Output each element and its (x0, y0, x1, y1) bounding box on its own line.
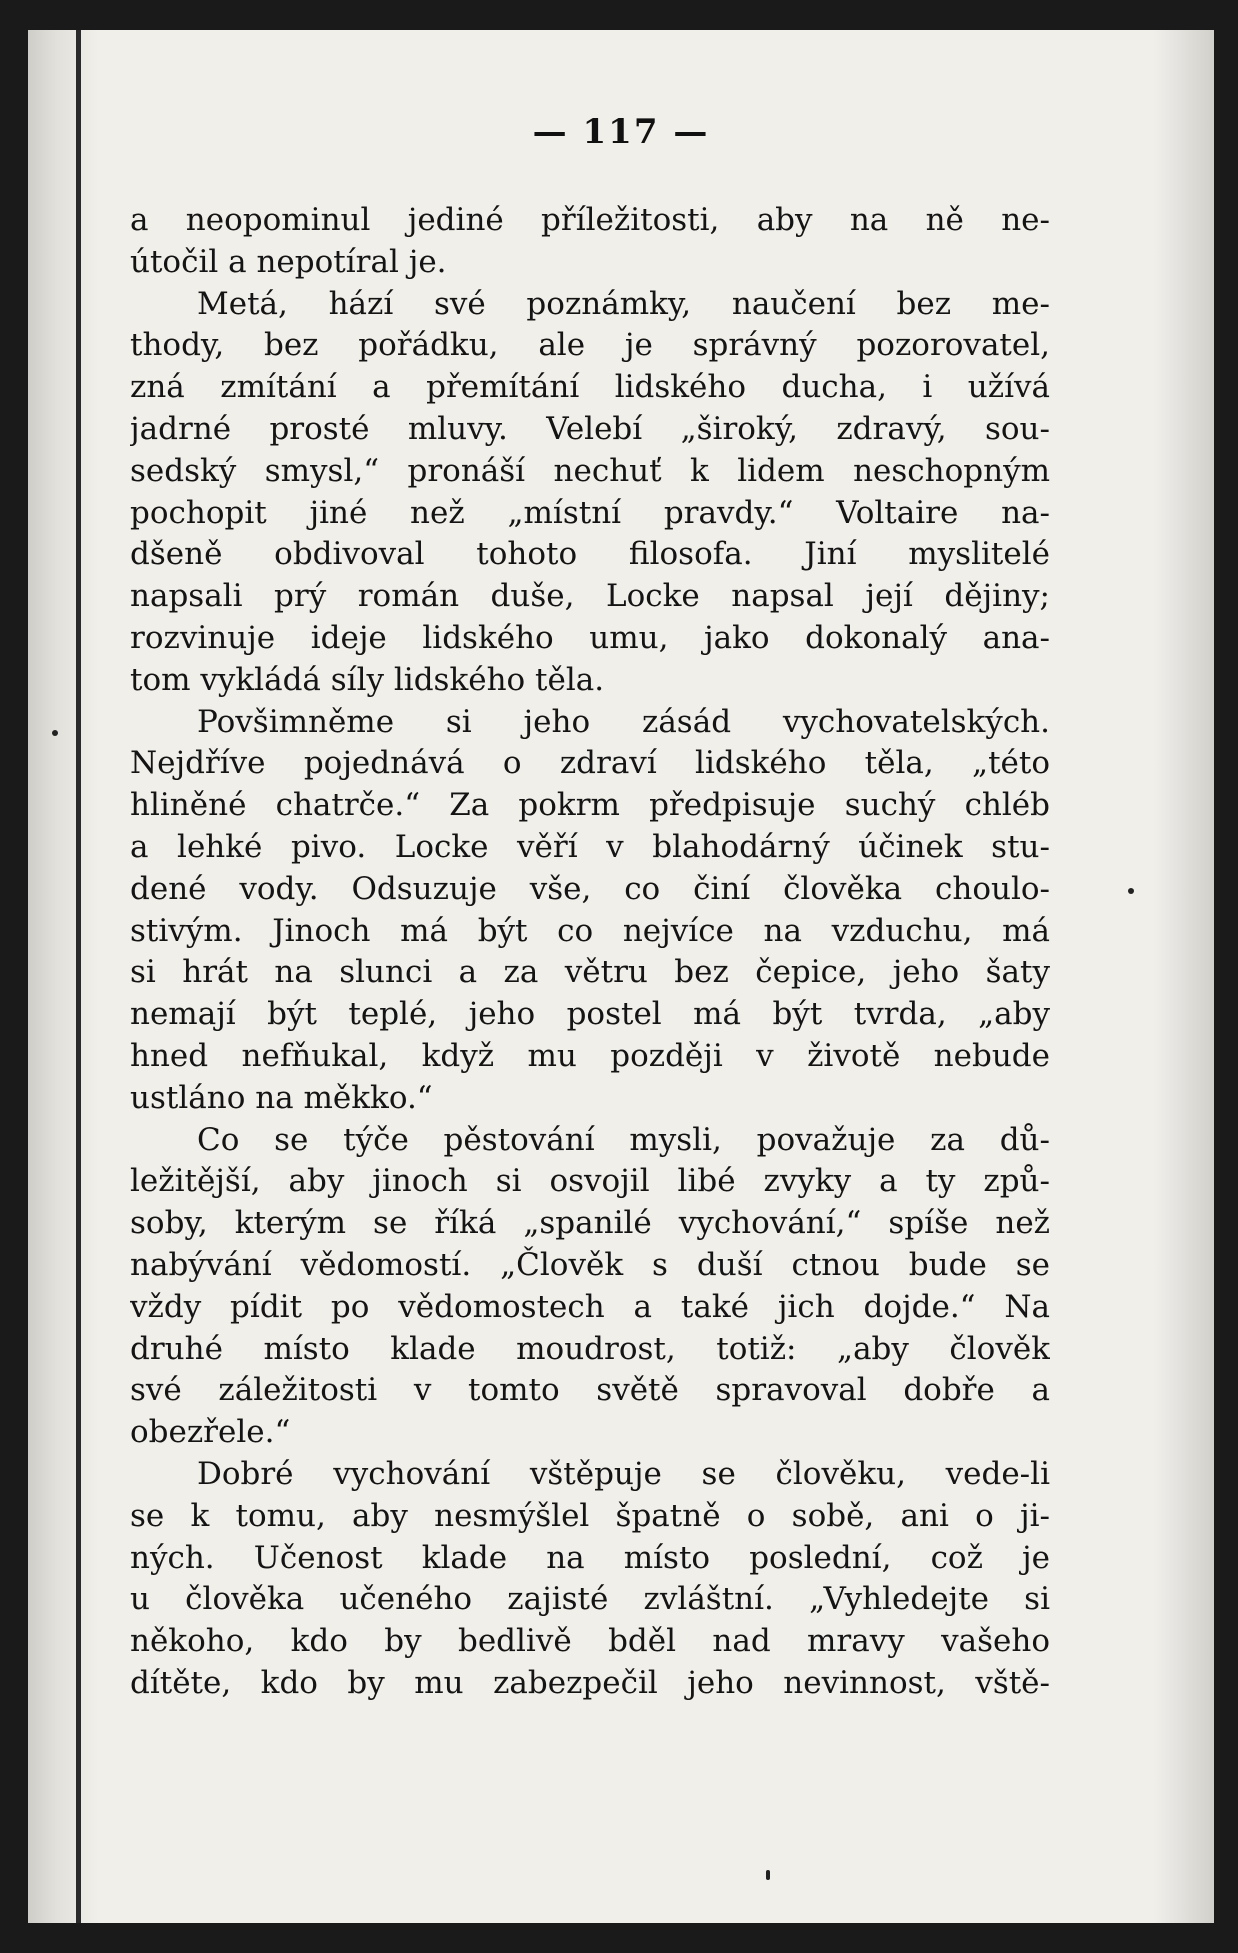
text-line: hned nefňukal, když mu později v životě nebude (130, 1037, 1050, 1074)
text-line: dšeně obdivoval tohoto filosofa. Jiní myslitelé (130, 536, 1050, 573)
text-line: nemají být teplé, jeho postel má být tvrda, „aby (130, 996, 1050, 1033)
gutter-line (76, 30, 81, 1923)
text-line: Nejdříve pojednává o zdraví lidského těla, „této (130, 745, 1050, 782)
text-line: dené vody. Odsuzuje vše, co činí člověka choulo- (130, 870, 1050, 907)
text-line: vždy pídit po vědomostech a také jich dojde.“ Na (130, 1288, 1050, 1325)
text-line: Metá, hází své poznámky, naučení bez me- (197, 285, 1050, 322)
text-line: se k tomu, aby nesmýšlel špatně o sobě, ani o ji- (130, 1497, 1050, 1534)
text-line: hliněné chatrče.“ Za pokrm předpisuje suchý chléb (130, 787, 1050, 824)
text-line: rozvinuje ideje lidského umu, jako dokonalý ana- (130, 619, 1050, 656)
text-line: thody, bez pořádku, ale je správný pozorovatel, (130, 327, 1050, 364)
text-line: Dobré vychování vštěpuje se člověku, vede-li (197, 1455, 1050, 1492)
scan-speck (1128, 888, 1134, 894)
page-binding-shadow (28, 30, 98, 1923)
text-line: soby, kterým se říká „spanilé vychování,“ spíše než (130, 1205, 1050, 1242)
text-line: sedský smysl,“ pronáší nechuť k lidem neschopným (130, 452, 1050, 489)
page-edge-shadow (1154, 30, 1214, 1923)
text-line: Co se týče pěstování mysli, považuje za dů- (197, 1121, 1050, 1158)
text-line: a neopominul jediné příležitosti, aby na ně ne- (130, 202, 1050, 238)
text-line: zná zmítání a přemítání lidského ducha, i užívá (130, 369, 1050, 406)
text-line: obezřele.“ (130, 1414, 291, 1451)
text-line: tom vykládá síly lidského těla. (130, 661, 605, 698)
page-number: — 117 — (532, 112, 710, 152)
text-line: ustláno na měkko.“ (130, 1079, 433, 1116)
text-line: své záležitosti v tomto světě spravoval dobře a (130, 1372, 1050, 1409)
text-line: napsali prý román duše, Locke napsal její dějiny; (130, 578, 1050, 615)
text-line: a lehké pivo. Locke věří v blahodárný účinek stu- (130, 828, 1050, 865)
text-line: útočil a nepotíral je. (130, 243, 447, 280)
text-line: ných. Učenost klade na místo poslední, což je (130, 1539, 1050, 1576)
text-line: jadrné prosté mluvy. Velebí „široký, zdravý, sou- (130, 410, 1050, 447)
body-text (130, 200, 1050, 1705)
text-line: ležitější, aby jinoch si osvojil libé zvyky a ty způ- (130, 1163, 1050, 1200)
text-line: Povšimněme si jeho zásád vychovatelských. (197, 703, 1050, 740)
scan-speck (766, 1870, 770, 1880)
text-line: dítěte, kdo by mu zabezpečil jeho nevinnost, vště- (130, 1664, 1050, 1701)
text-line: někoho, kdo by bedlivě bděl nad mravy vašeho (130, 1623, 1050, 1660)
text-line: druhé místo klade moudrost, totiž: „aby člověk (130, 1330, 1050, 1367)
text-line: nabývání vědomostí. „Člověk s duší ctnou bude se (130, 1246, 1050, 1283)
text-line: pochopit jiné než „místní pravdy.“ Voltaire na- (130, 494, 1050, 531)
text-line: stivým. Jinoch má být co nejvíce na vzduchu, má (130, 912, 1050, 949)
text-line: si hrát na slunci a za větru bez čepice, jeho šaty (130, 954, 1050, 991)
scan-speck (52, 730, 58, 736)
text-line: u člověka učeného zajisté zvláštní. „Vyhledejte si (130, 1581, 1050, 1618)
book-page (28, 30, 1214, 1923)
